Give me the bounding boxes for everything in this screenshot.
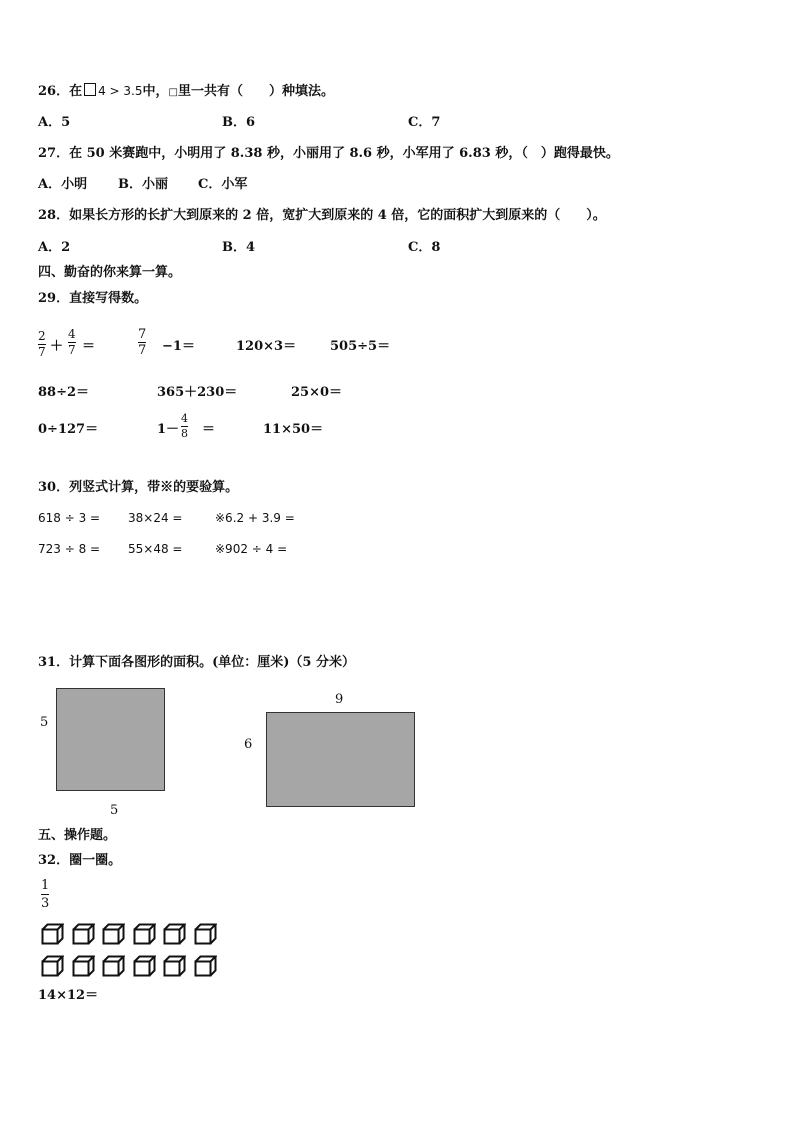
equals-sign: ＝ [82, 339, 96, 354]
cube-icon [72, 923, 95, 945]
vertical-calc-4: 723 ÷ 8 = [38, 542, 101, 556]
fraction-numerator: 4 [181, 412, 188, 425]
section-5-heading: 五、操作题。 [38, 828, 117, 843]
vertical-calc-5: 55×48 = [128, 542, 183, 556]
section-4-heading: 四、勤奋的你来算一算。 [38, 265, 182, 280]
expr-25x0: 25×0＝ [291, 385, 343, 400]
expr-minus-1: −1＝ [162, 339, 195, 354]
q32-title: 32．圈一圈。 [38, 853, 122, 868]
square-figure [56, 688, 165, 791]
q27-option-a: A．小明 [38, 177, 88, 192]
blank-box [84, 83, 96, 96]
vertical-calc-6: ※902 ÷ 4 = [215, 542, 288, 556]
expr-14x12: 14×12＝ [38, 988, 99, 1003]
square-left-label: 5 [40, 715, 49, 730]
q26-box-small: □ [168, 87, 178, 98]
fraction-1-3 [41, 878, 49, 911]
cube-icon [194, 955, 217, 977]
cube-icon [102, 923, 125, 945]
fraction-numerator: 7 [138, 327, 147, 342]
expr-88div2: 88÷2＝ [38, 385, 90, 400]
q28-option-a: A．2 [38, 240, 71, 255]
q26-box-expr: 4 > 3.5 [98, 84, 143, 98]
vertical-calc-3: ※6.2 + 3.9 = [215, 511, 295, 525]
expr-11x50: 11×50＝ [263, 422, 324, 437]
fraction-denominator: 7 [68, 343, 76, 357]
q27-text: 27．在 50 米赛跑中，小明用了 8.38 秒，小丽用了 8.6 秒，小军用了 6.83 秒，（ ）跑得最快。 [38, 146, 619, 161]
expr-0div127: 0÷127＝ [38, 422, 99, 437]
q27-option-b: B．小丽 [118, 177, 168, 192]
rectangle-figure [266, 712, 415, 807]
cube-icon [133, 923, 156, 945]
rect-left-label: 6 [244, 737, 253, 752]
fraction-7-7 [138, 328, 146, 357]
expr-365plus230: 365＋230＝ [157, 385, 238, 400]
cube-icon [133, 955, 156, 977]
equals-sign: ＝ [202, 422, 216, 437]
q26-middle: 中， [142, 84, 169, 99]
q26-option-c: C．7 [408, 115, 441, 130]
q31-title: 31．计算下面各图形的面积。(单位：厘米)（5 分米） [38, 655, 355, 670]
q26-prefix: 26．在 [38, 84, 83, 99]
q26-option-b: B．6 [222, 115, 256, 130]
expr-120x3: 120×3＝ [236, 339, 297, 354]
fraction-denominator: 7 [138, 343, 147, 358]
q29-title: 29．直接写得数。 [38, 291, 148, 306]
fraction-denominator: 7 [38, 345, 46, 359]
q28-option-b: B．4 [222, 240, 256, 255]
fraction-numerator: 1 [41, 878, 50, 893]
cube-icon [163, 955, 186, 977]
q28-text: 28．如果长方形的长扩大到原来的 2 倍，宽扩大到原来的 4 倍，它的面积扩大到原来的（ ）。 [38, 208, 606, 223]
vertical-calc-1: 618 ÷ 3 = [38, 511, 101, 525]
rect-top-label: 9 [335, 692, 344, 707]
q26-line [38, 83, 334, 101]
vertical-calc-2: 38×24 = [128, 511, 183, 525]
fraction-denominator: 8 [181, 427, 188, 440]
fraction-denominator: 3 [41, 896, 50, 911]
cube-icon [102, 955, 125, 977]
square-bottom-label: 5 [110, 803, 119, 818]
fraction-4-8 [181, 413, 188, 440]
fraction-2-7 [38, 330, 46, 359]
q27-option-c: C．小军 [198, 177, 248, 192]
q26-suffix: 里一共有（ ）种填法。 [177, 84, 334, 99]
q26-option-a: A．5 [38, 115, 71, 130]
expr-505div5: 505÷5＝ [330, 339, 391, 354]
q30-title: 30．列竖式计算，带※的要验算。 [38, 480, 239, 495]
cube-icon [163, 923, 186, 945]
fraction-4-7 [68, 328, 76, 357]
cube-icon [72, 955, 95, 977]
cube-icon [194, 923, 217, 945]
expr-1-minus: 1－ [157, 422, 180, 437]
fraction-numerator: 4 [68, 327, 76, 341]
plus-sign: ＋ [50, 339, 64, 354]
q28-option-c: C．8 [408, 240, 441, 255]
fraction-numerator: 2 [38, 329, 46, 343]
cube-icon [41, 923, 64, 945]
cube-icon [41, 955, 64, 977]
